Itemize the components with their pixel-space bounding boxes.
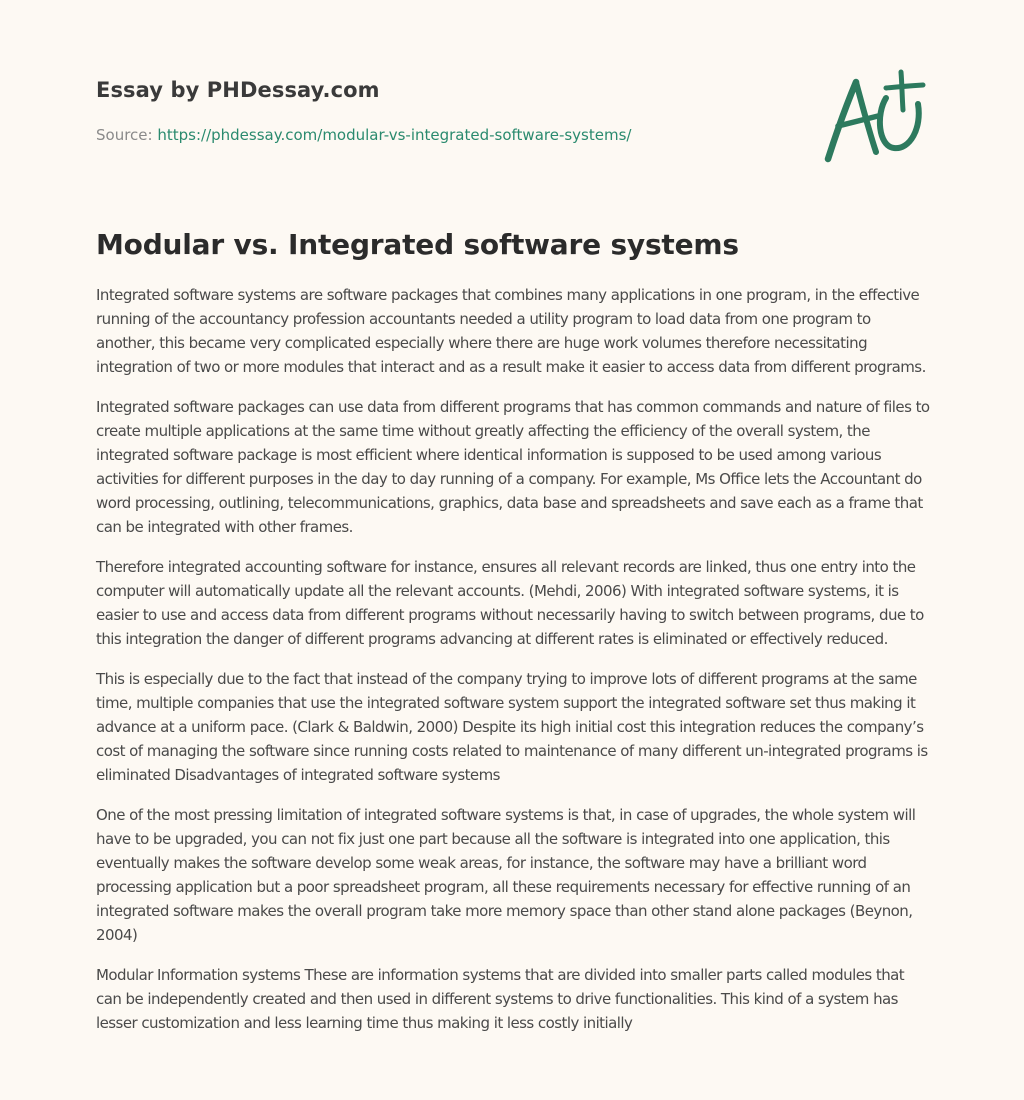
- article: [96, 226, 930, 1051]
- source-label: Source:: [96, 126, 153, 144]
- paragraph: This is especially due to the fact that instead of the company trying to improve lots of different programs at the same time, multiple companies that use the integrated software system support the integrated software set thus making it advance at a uniform pace. (Clark & Baldwin, 2000) Despite its high initial cost this integration reduces the company’s cost of managing the software since running costs related to maintenance of many different un-integrated programs is eliminated Disadvantages of integrated software systems: [96, 670, 928, 784]
- a-plus-logo-icon: [822, 68, 928, 164]
- paragraph: One of the most pressing limitation of integrated software systems is that, in case of upgrades, the whole system will have to be upgraded, you can not fix just one part because all the software is integrated into one application, this eventually makes the software develop some weak areas, for instance, the software may have a brilliant word processing application but a poor spreadsheet program, all these requirements necessary for effective running of an integrated software makes the overall program take more memory space than other stand alone packages (Beynon, 2004): [96, 806, 916, 944]
- paragraph: Modular Information systems These are information systems that are divided into smaller parts called modules that can be independently created and then used in different systems to drive functionalities. This kind of a system has lesser customization and less learning time thus making it less costly initially: [96, 966, 905, 1032]
- source-line: [96, 126, 631, 144]
- paragraph: Integrated software systems are software packages that combines many applications in one program, in the effective running of the accountancy profession accountants needed a utility program to load data from one program to another, this became very complicated especially where there are huge work volumes therefore necessitating integration of two or more modules that interact and as a result make it easier to access data from different programs.: [96, 286, 926, 376]
- brand-title: Essay by PHDessay.com: [96, 78, 380, 102]
- paragraph: Integrated software packages can use data from different programs that has common commands and nature of files to create multiple applications at the same time without greatly affecting the efficiency of the overall system, the integrated software package is most efficient where identical information is supposed to be used among various activities for different purposes in the day to day running of a company. For example, Ms Office lets the Accountant do word processing, outlining, telecommunications, graphics, data base and spreadsheets and save each as a frame that can be integrated with other frames.: [96, 398, 930, 536]
- header: [96, 78, 631, 144]
- paragraph: Therefore integrated accounting software for instance, ensures all relevant records are linked, thus one entry into the computer will automatically update all the relevant accounts. (Mehdi, 2006) With integrated software systems, it is easier to use and access data from different programs without necessarily having to switch between programs, due to this integration the danger of different programs advancing at different rates is eliminated or effectively reduced.: [96, 558, 924, 648]
- source-link[interactable]: https://phdessay.com/modular-vs-integrated-software-systems/: [157, 126, 632, 144]
- article-title: Modular vs. Integrated software systems: [96, 228, 739, 261]
